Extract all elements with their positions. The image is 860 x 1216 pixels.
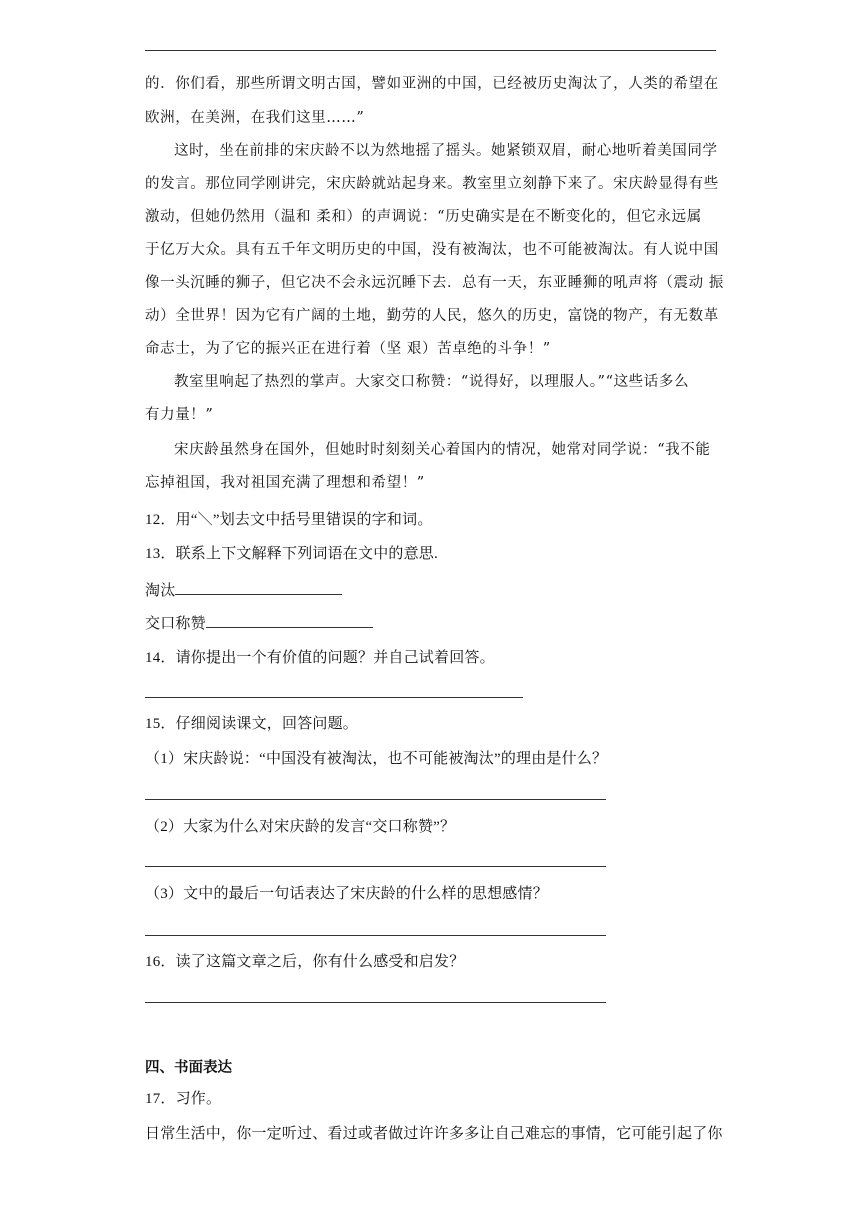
question-15: 15．仔细阅读课文，回答问题。 [145, 716, 359, 732]
term-label: 淘汰 [145, 583, 176, 599]
term-label: 交口称赞 [145, 616, 206, 632]
answer-line[interactable] [145, 935, 606, 936]
question-15-3: （3）文中的最后一句话表达了宋庆龄的什么样的思想感情？ [145, 886, 548, 902]
passage-line: 激动，但她仍然用（温和 柔和）的声调说：“历史确实是在不断变化的，但它永远属 [145, 209, 702, 225]
passage-line: 欧洲，在美洲，在我们这里……” [145, 110, 365, 126]
passage-line: 动）全世界！因为它有广阔的土地，勤劳的人民，悠久的历史，富饶的物产，有无数革 [145, 308, 719, 324]
question-14: 14．请你提出一个有价值的问题？并自己试着回答。 [145, 650, 495, 666]
question-16: 16．读了这篇文章之后，你有什么感受和启发？ [145, 954, 465, 970]
answer-line[interactable] [145, 799, 606, 800]
passage-line: 忘掉祖国，我对祖国充满了理想和希望！” [145, 475, 425, 491]
header-rule [145, 50, 716, 51]
question-13-item-2 [145, 613, 373, 634]
passage-line: 有力量！” [145, 407, 214, 423]
passage-line: 的．你们看，那些所谓文明古国，譬如亚洲的中国，已经被历史淘汰了，人类的希望在 [145, 76, 719, 92]
answer-line[interactable] [145, 697, 523, 698]
passage-line: 像一头沉睡的狮子，但它决不会永远沉睡下去．总有一天，东亚睡狮的吼声将（震动 振 [145, 275, 725, 291]
question-13-item-1 [145, 580, 342, 601]
question-15-2: （2）大家为什么对宋庆龄的发言“交口称赞”？ [145, 819, 456, 835]
passage-line: 命志士，为了它的振兴正在进行着（坚 艰）苦卓绝的斗争！” [145, 341, 551, 357]
answer-blank[interactable] [175, 580, 342, 595]
question-15-1: （1）宋庆龄说：“中国没有被淘汰，也不可能被淘汰”的理由是什么？ [145, 751, 608, 767]
passage-line: 于亿万大众。具有五千年文明历史的中国，没有被淘汰，也不可能被淘汰。有人说中国 [145, 242, 719, 258]
answer-blank[interactable] [206, 613, 373, 628]
passage-line: 宋庆龄虽然身在国外，但她时时刻刻关心着国内的情况，她常对同学说：“我不能 [174, 442, 711, 458]
question-13: 13．联系上下文解释下列词语在文中的意思. [145, 546, 438, 562]
passage-line: 教室里响起了热烈的掌声。大家交口称赞：“说得好，以理服人。”“这些话多么 [174, 374, 690, 390]
answer-line[interactable] [145, 866, 606, 867]
question-17: 17．习作。 [145, 1091, 222, 1107]
passage-line: 这时，坐在前排的宋庆龄不以为然地摇了摇头。她紧锁双眉，耐心地听着美国同学 [174, 143, 718, 159]
answer-line[interactable] [145, 1002, 606, 1003]
passage-line: 的发言。那位同学刚讲完，宋庆龄就站起身来。教室里立刻静下来了。宋庆龄显得有些 [145, 176, 719, 192]
section-title: 四、书面表达 [145, 1060, 232, 1076]
writing-prompt: 日常生活中，你一定听过、看过或者做过许许多多让自己难忘的事情，它可能引起了你 [145, 1126, 723, 1142]
question-12: 12．用“＼”划去文中括号里错误的字和词。 [145, 512, 433, 528]
